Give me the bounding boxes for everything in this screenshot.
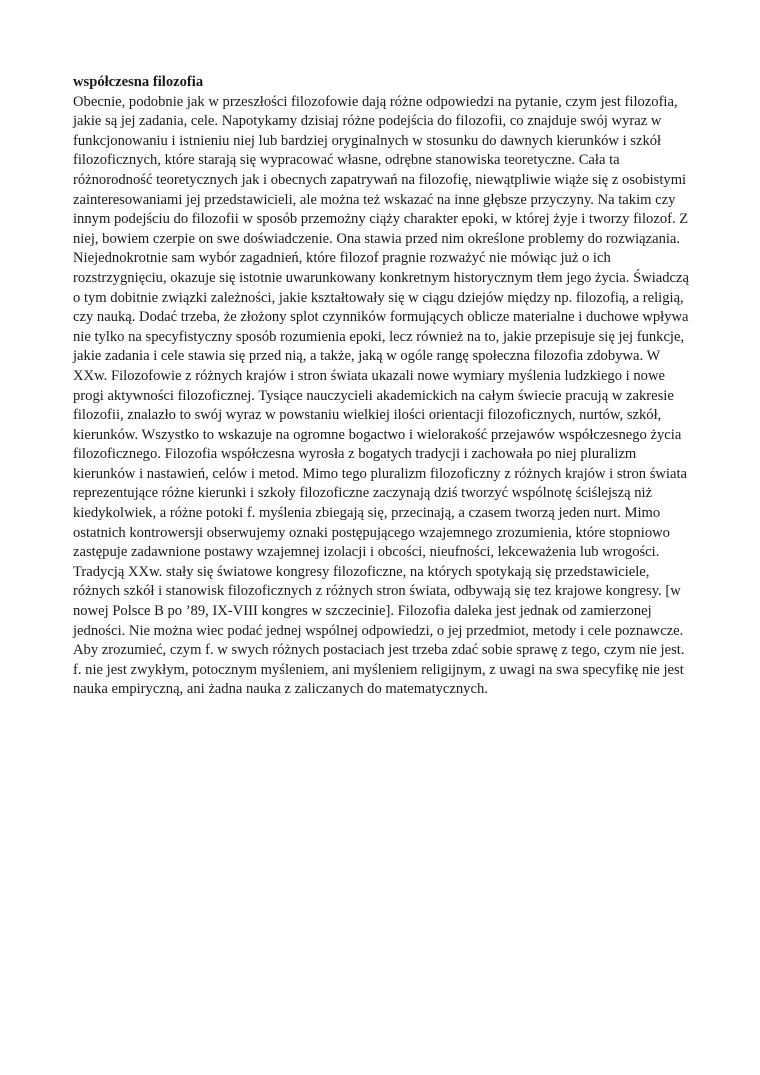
- text-line: zastępuje zadawnione postawy wzajemnej izolacji i obcości, nieufności, lekceważenia lub wrogości.: [73, 544, 660, 561]
- text-line: kierunków i nastawień, celów i metod. Mimo tego pluralizm filozoficzny z różnych krajów i stron świata: [73, 465, 687, 482]
- text-line: reprezentujące różne kierunki i szkoły filozoficzne zaczynają dziś tworzyć wspólnotę ściślejszą niż: [73, 485, 653, 502]
- text-line: nauka empiryczną, ani żadna nauka z zaliczanych do matematycznych.: [73, 681, 488, 698]
- text-line: jakie są jej zadania, cele. Napotykamy dzisiaj różne podejścia do filozofii, co znajduje swój wyraz w: [73, 113, 662, 130]
- text-line: czy nauką. Dodać trzeba, że złożony splot czynników formujących oblicze materialne i duchowe wpływa: [73, 309, 689, 326]
- text-line: innym podejściu do filozofii w sposób przemożny ciąży charakter epoki, w której żyje i tworzy filozof. Z: [73, 211, 689, 228]
- text-line: nowej Polsce B po ’89, IX-VIII kongres w szczecinie]. Filozofia daleka jest jednak od zamierzonej: [73, 603, 652, 620]
- text-line: progi aktywności filozoficznej. Tysiące nauczycieli akademickich na całym świecie pracują w zakresie: [73, 387, 674, 404]
- text-line: różnych szkół i stanowisk filozoficznych z różnych stron świata, odbywają się tez krajowe kongresy. [w: [73, 583, 681, 600]
- text-line: XXw. Filozofowie z różnych krajów i stron świata ukazali nowe wymiary myślenia ludzkiego i nowe: [73, 367, 665, 384]
- text-line: f. nie jest zwykłym, potocznym myśleniem, ani myśleniem religijnym, z uwagi na swa specyfikę nie jest: [73, 661, 684, 678]
- text-line: niej, bowiem czerpie on swe doświadczenie. Ona stawia przed nim określone problemy do rozwiązania.: [73, 230, 681, 247]
- text-line: różnorodność teoretycznych jak i obecnych zapatrywań na filozofię, niewątpliwie wiąże się z osobistymi: [73, 171, 687, 188]
- text-line: Obecnie, podobnie jak w przeszłości filozofowie dają różne odpowiedzi na pytanie, czym jest filozofia,: [73, 93, 678, 110]
- text-line: funkcjonowaniu i istnieniu niej lub bardziej oryginalnych w stosunku do dawnych kierunków i szkół: [73, 132, 662, 149]
- document-paragraph: [73, 93, 713, 700]
- text-line: jakie zadania i cele stawia się przed nią, a także, jaką w ogóle rangę społeczna filozofia zdobywa. W: [73, 348, 661, 365]
- text-line: kiedykolwiek, a różne potoki f. myślenia zbiegają się, przecinają, a czasem tworzą jeden nurt. Mimo: [73, 505, 661, 522]
- text-line: Tradycją XXw. stały się światowe kongresy filozoficzne, na których spotykają się przedstawiciele,: [73, 563, 650, 580]
- text-line: ostatnich kontrowersji obserwujemy oznaki postępującego wzajemnego zrozumienia, które stopniowo: [73, 524, 670, 541]
- text-line: filozoficznych, które starają się wypracować własne, odrębne stanowiska teoretyczne. Cała ta: [73, 152, 620, 169]
- text-line: Aby zrozumieć, czym f. w swych różnych postaciach jest trzeba zdać sobie sprawę z tego, czym nie jest.: [73, 642, 685, 659]
- text-line: filozofii, znalazło to swój wyraz w powstaniu wielkiej ilości orientacji filozoficznych, nurtów, szkół,: [73, 407, 662, 424]
- text-line: filozoficznego. Filozofia współczesna wyrosła z bogatych tradycji i zachowała po niej pluralizm: [73, 446, 637, 463]
- document-body: [73, 73, 713, 700]
- text-line: jedności. Nie można wiec podać jednej wspólnej odpowiedzi, o jej przedmiot, metody i cele poznawcze.: [73, 622, 684, 639]
- document-title: współczesna filozofia: [73, 74, 204, 90]
- text-line: o tym dobitnie związki zależności, jakie kształtowały się w ciągu dziejów między np. filozofią, a religią,: [73, 289, 684, 306]
- text-line: Niejednokrotnie sam wybór zagadnień, które filozof pragnie rozważyć nie mówiąc już o ich: [73, 250, 611, 267]
- text-line: kierunków. Wszystko to wskazuje na ogromne bogactwo i wielorakość przejawów współczesnego życia: [73, 426, 682, 443]
- text-line: nie tylko na specyfistyczny sposób rozumienia epoki, lecz również na to, jakie przepisuje się jej funkcje,: [73, 328, 685, 345]
- text-line: rozstrzygnięciu, okazuje się istotnie uwarunkowany konkretnym historycznym tłem jego życia. Świadczą: [73, 269, 689, 286]
- text-line: zainteresowaniami jej przedstawicieli, ale można też wskazać na inne głębsze przyczyny. Na takim czy: [73, 191, 676, 208]
